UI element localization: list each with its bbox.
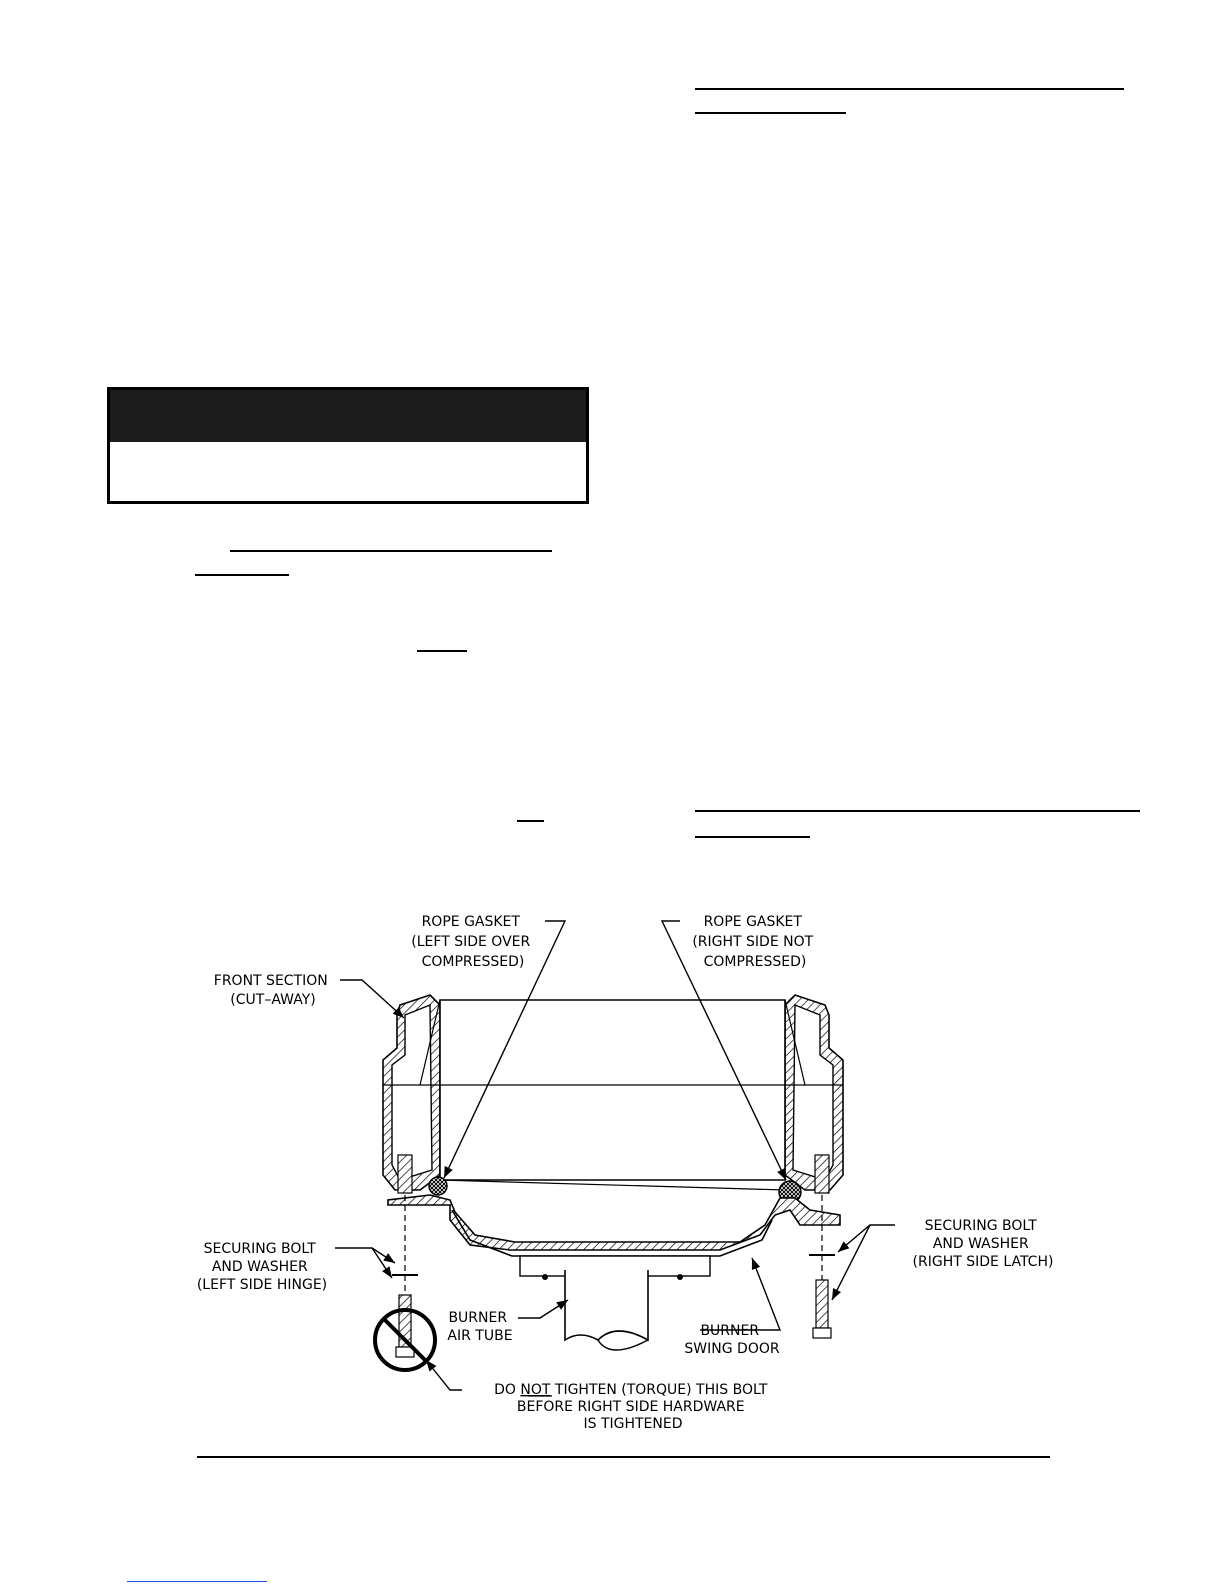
securing-bolt-right-label: SECURING BOLT AND WASHER (RIGHT SIDE LATCH): [912, 1218, 1054, 1270]
burner-air-tube: [565, 1270, 648, 1350]
burner-air-tube-label: BURNER AIR TUBE: [447, 1310, 513, 1344]
front-section-right: [785, 995, 843, 1190]
securing-bolt-left-label: SECURING BOLT AND WASHER (LEFT SIDE HINGE): [196, 1241, 328, 1293]
footer-rule: [197, 1456, 1050, 1458]
front-section-label: FRONT SECTION (CUT–AWAY): [213, 973, 328, 1008]
rope-gasket-right-label: ROPE GASKET (RIGHT SIDE NOT COMPRESSED): [692, 914, 814, 970]
burner-swing-door-label: BURNER SWING DOOR: [684, 1323, 780, 1357]
rope-gasket-left: [429, 1177, 447, 1195]
burner-swing-door: [388, 1195, 840, 1280]
footer-link-underline[interactable]: [127, 1581, 267, 1582]
right-stud: [815, 1155, 829, 1193]
rope-gasket-left-label: ROPE GASKET (LEFT SIDE OVER COMPRESSED): [411, 914, 531, 970]
left-bolt-assembly: [375, 1195, 435, 1370]
caution-note: DO NOT TIGHTEN (TORQUE) THIS BOLT BEFORE RIGHT SIDE HARDWARE IS TIGHTENED: [494, 1382, 768, 1432]
left-stud: [398, 1155, 412, 1193]
